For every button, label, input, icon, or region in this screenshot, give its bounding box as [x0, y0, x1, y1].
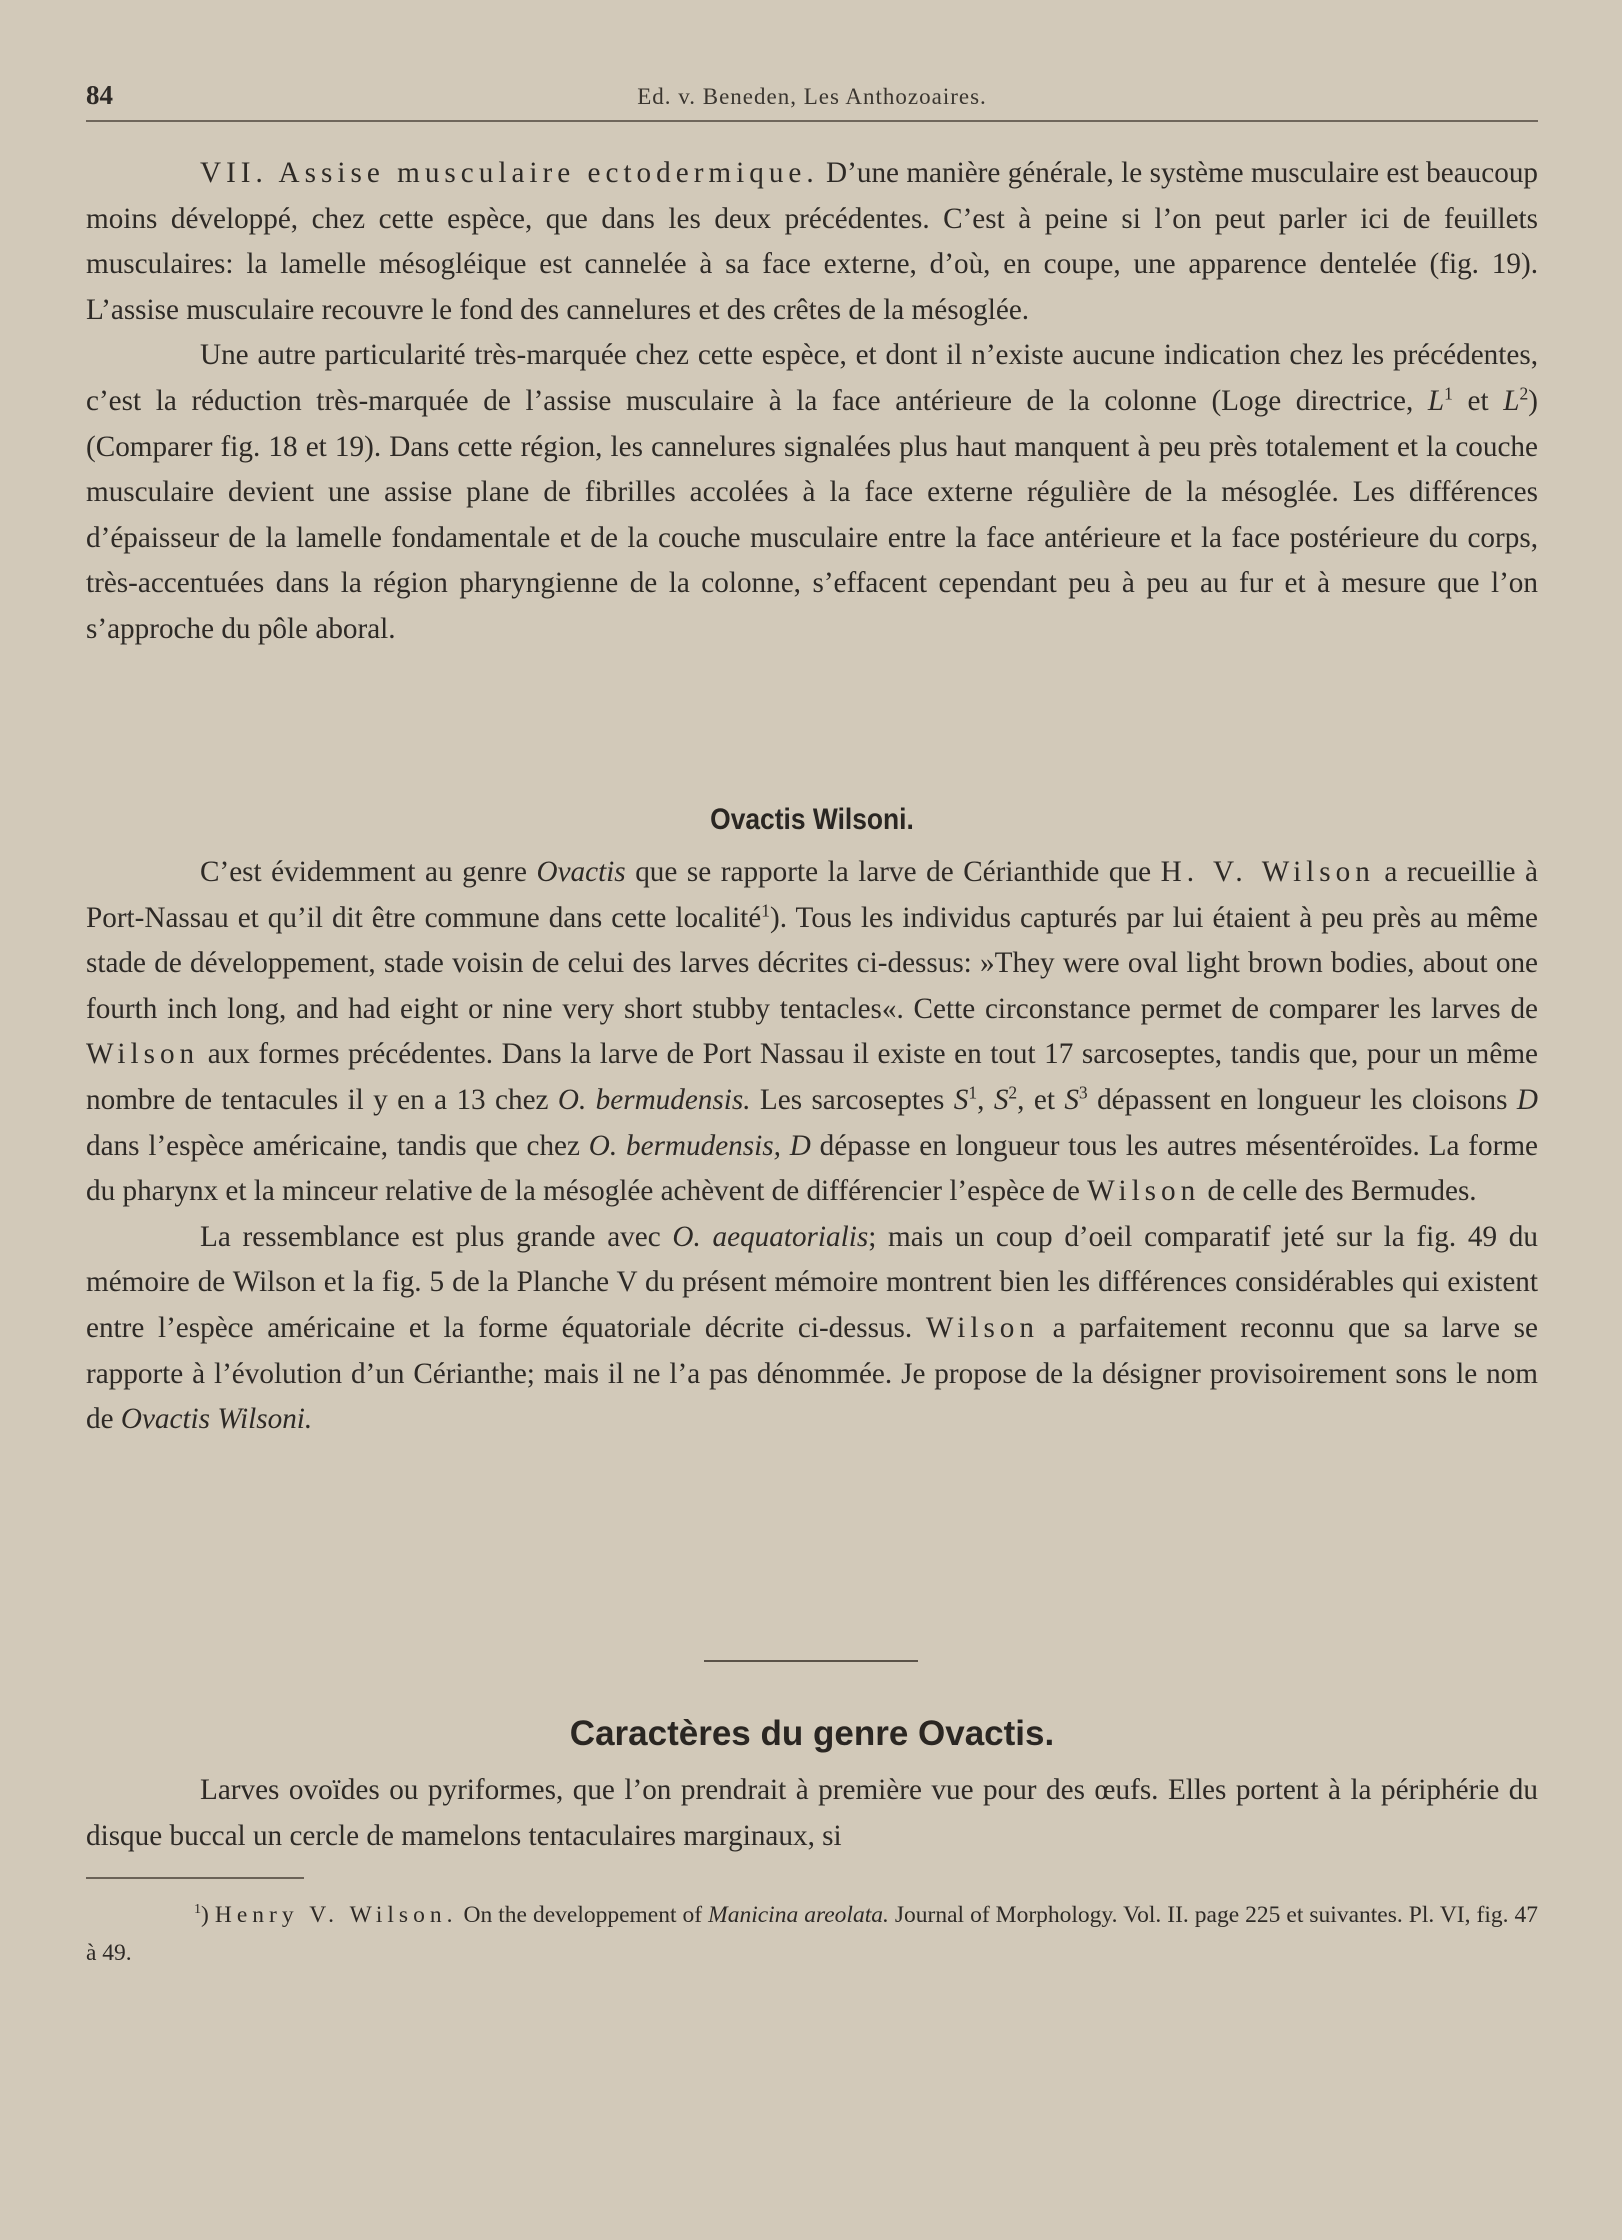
paragraph-text: D’une manière générale, le système musculaire est beaucoup moins développé, chez cette espèce, que dans les deux précédentes. C’est à peine si l’on peut parler ici de feuillets musculaires: la lamelle mésogléique est cannelée à sa face externe, d’où, en coupe, une apparence dentelée (fig. 19). L’assise musculaire recouvre le fond des cannelures et des crêtes de la mésoglée.	[86, 157, 1539, 326]
text-run: Journal of Morphology. Vol. II. page 225 et suivantes. Pl. VI, fig. 47 à 49.	[86, 1902, 1539, 1966]
text-run: aux formes précédentes. Dans la larve de Port Nassau il existe en tout 17 sarcoseptes, tandis que, pour un même nombre de tentacules il y en a 13 chez	[86, 1038, 1538, 1116]
cloison-label: D	[1516, 1083, 1538, 1116]
footnote	[86, 1896, 1538, 1972]
text-run: dépasse en longueur tous les autres mésentéroïdes. La forme du pharynx et la minceur relative de la mésoglée achèvent de différencier l’espèce de	[86, 1129, 1538, 1208]
footnote-text: $^1$) Henry V. Wilson. On the developpement of Manicina areolata. Journal of Morphology. Vol. II. page 225 et suivantes. Pl. VI, fig. 47 à 49.	[86, 1901, 1539, 1966]
species-name: O. bermudensis.	[557, 1083, 751, 1116]
paragraph	[86, 850, 1538, 1215]
text-run: et	[1452, 384, 1504, 417]
text-run: a recueillie à Port-Nassau et qu’il dit être commune dans cette localité	[86, 856, 1539, 934]
running-head: Ed. v. Beneden, Les Anthozoaires.	[637, 84, 987, 109]
text-run: que se rapporte la larve de Cérianthide que	[625, 856, 1161, 888]
text-run: Une autre particularité très-marquée chez cette espèce, et dont il n’existe aucune indication chez les précédentes, c’est la réduction très-marquée de l’assise musculaire à la face antérieure de la colonne (Loge directrice,	[86, 339, 1538, 417]
footnote-author: Henry V. Wilson.	[214, 1902, 458, 1928]
page-header	[86, 76, 1538, 122]
superscript: 1	[1444, 383, 1453, 404]
paragraph	[86, 1215, 1538, 1443]
text-run: , et	[1017, 1083, 1065, 1116]
paragraph: Larves ovoïdes ou pyriformes, que l’on prendrait à première vue pour des œufs. Elles portent à la périphérie du disque buccal un cercle de mamelons tentaculaires marginaux, si	[86, 1774, 1538, 1852]
paragraph-heading: VII. Assise musculaire ectodermique.	[200, 157, 819, 189]
text-run: Les sarcoseptes	[750, 1083, 954, 1116]
septum-label: S	[953, 1083, 969, 1116]
genus-name: Ovactis	[536, 856, 626, 888]
caracteres-text	[86, 1768, 1538, 1859]
author-name: Wilson	[86, 1038, 200, 1071]
text-run: dans l’espèce américaine, tandis que chez	[86, 1129, 589, 1162]
text-run: ) (Comparer fig. 18 et 19). Dans cette région, les cannelures signalées plus haut manquent à peu près totalement et la couche musculaire devient une assise plane de fibrilles accolées à la face externe régulière de la mésoglée. Les différences d’épaisseur de la lamelle fondamentale et de la couche musculaire entre la face antérieure et la face postérieure du corps, très-accentuées dans la région pharyngienne de la colonne, s’effacent cependant peu à peu au fur et à mesure que l’on s’approche du pôle aboral.	[86, 384, 1538, 645]
text-run: dépassent en longueur les cloisons	[1087, 1083, 1517, 1116]
text-run: ; mais un coup d’oeil comparatif jeté sur la fig. 49 du mémoire de Wilson et la fig. 5 de la Planche V du présent mémoire montrent bien les différences considérables qui existent entre l’espèce américaine et la forme équatoriale décrite ci-dessus.	[86, 1220, 1538, 1344]
cloison-label: D	[789, 1129, 811, 1162]
footnote-work: Manicina areolata.	[708, 1902, 889, 1928]
text-run: On the developpement of	[457, 1902, 709, 1928]
species-name: O. bermudensis,	[588, 1129, 781, 1162]
superscript: 2	[1008, 1082, 1018, 1103]
section-title-ovactis-wilsoni: Ovactis Wilsoni.	[710, 803, 914, 836]
page-number: 84	[86, 80, 113, 110]
author-name: Wilson	[925, 1311, 1039, 1344]
text-run: ,	[977, 1083, 994, 1116]
author-name: Wilson	[1087, 1175, 1201, 1208]
species-name: O. aequatorialis	[672, 1220, 869, 1253]
footnote-rule	[86, 1877, 304, 1879]
paragraph	[86, 151, 1538, 333]
loge-label: L	[1427, 384, 1445, 417]
septum-label: S	[1064, 1083, 1079, 1116]
text-run: a parfaitement reconnu que sa larve se rapporte à l’évolution d’un Cérianthe; mais il ne l’a pas dénommée. Je propose de la désigner provisoirement sons le nom de	[86, 1311, 1538, 1436]
footnote-marker: 1	[194, 1901, 202, 1918]
text-run: de celle des Bermudes.	[1200, 1175, 1477, 1208]
text-run: ). Tous les individus capturés par lui étaient à peu près au même stade de développement, stade voisin de celui des larves décrites ci-dessus: »They were oval light brown bodies, about one fourth inch long, and had eight or nine very short stubby tentacles«. Cette circonstance permet de comparer les larves de	[86, 901, 1538, 1025]
superscript: 3	[1078, 1082, 1088, 1103]
footnote-ref: 1	[761, 899, 771, 920]
species-name: Ovactis Wilsoni.	[120, 1403, 313, 1436]
author-name: H. V. Wilson	[1160, 856, 1375, 888]
loge-label: L	[1503, 384, 1520, 417]
section-divider	[704, 1660, 918, 1662]
superscript: 2	[1519, 383, 1529, 404]
ovactis-wilsoni-text	[86, 850, 1538, 1443]
section-title-caracteres: Caractères du genre Ovactis.	[569, 1714, 1055, 1753]
paragraph	[86, 333, 1538, 652]
text-run: La ressemblance est plus grande avec	[200, 1220, 673, 1253]
superscript: 1	[968, 1082, 978, 1103]
text-run: C’est évidemment au genre	[200, 856, 537, 888]
septum-label: S	[993, 1083, 1009, 1116]
section-vii-text	[86, 151, 1538, 653]
